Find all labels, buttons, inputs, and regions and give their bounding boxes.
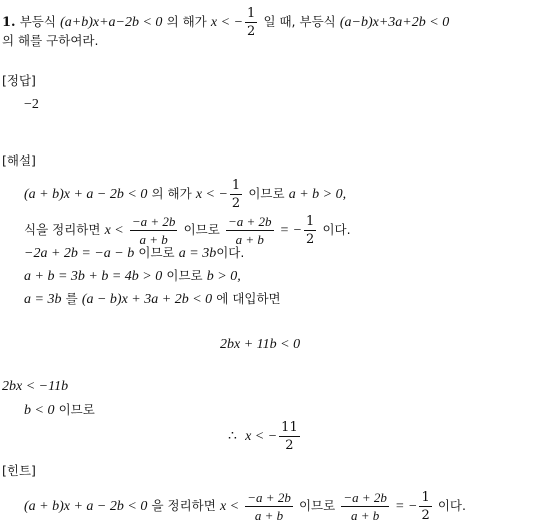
- problem-line-2: 의 해를 구하여라.: [2, 33, 99, 48]
- solution-display-2: ∴ x < − $\frac{11}{2}$: [228, 420, 298, 453]
- solution-line-6: 2bx < −11b: [2, 379, 69, 394]
- hint-header: [힌트]: [2, 463, 36, 478]
- solution-line-2: 식을 정리하면 x < $\frac{-a + 2b}{a + b}$ 이므로 $\frac{-a + 2b}{a + b}$ = − $\frac{1}{2}$ 이다.: [24, 214, 351, 247]
- problem-number: 1.: [2, 15, 16, 30]
- solution-line-7: b < 0 이므로: [24, 402, 95, 418]
- solution-display-1: 2bx + 11b < 0: [220, 337, 301, 352]
- problem-condition: x < −: [210, 15, 244, 30]
- problem-inequality-1: (a+b)x+a−2b < 0: [60, 15, 163, 30]
- problem-inequality-2: (a−b)x+3a+2b < 0: [339, 15, 450, 30]
- hint-line-1: (a + b)x + a − 2b < 0 을 정리하면 x < $\frac{-a + 2b}{a + b}$ 이므로 $\frac{-a + 2b}{a + b}$ = − $\frac{1}{2}$ 이다.: [24, 490, 466, 523]
- answer-value: −2: [24, 97, 39, 112]
- problem-mid-1: 의 해가: [166, 14, 207, 29]
- solution-line-3: −2a + 2b = −a − b 이므로 a = 3b이다.: [24, 245, 245, 261]
- problem-intro: 부등식: [19, 14, 56, 29]
- solution-line-4: a + b = 3b + b = 4b > 0 이므로 b > 0,: [24, 268, 241, 284]
- solution-line-5: a = 3b 를 (a − b)x + 3a + 2b < 0 에 대입하면: [24, 291, 281, 307]
- solution-line-1: (a + b)x + a − 2b < 0 의 해가 x < − $\frac{1}{2}$ 이므로 a + b > 0,: [24, 178, 347, 211]
- solution-header: [해설]: [2, 153, 36, 168]
- problem-condition-fraction: $\frac{1}{2}$: [247, 6, 256, 39]
- answer-header: [정답]: [2, 73, 36, 88]
- problem-mid-2: 일 때, 부등식: [263, 14, 336, 29]
